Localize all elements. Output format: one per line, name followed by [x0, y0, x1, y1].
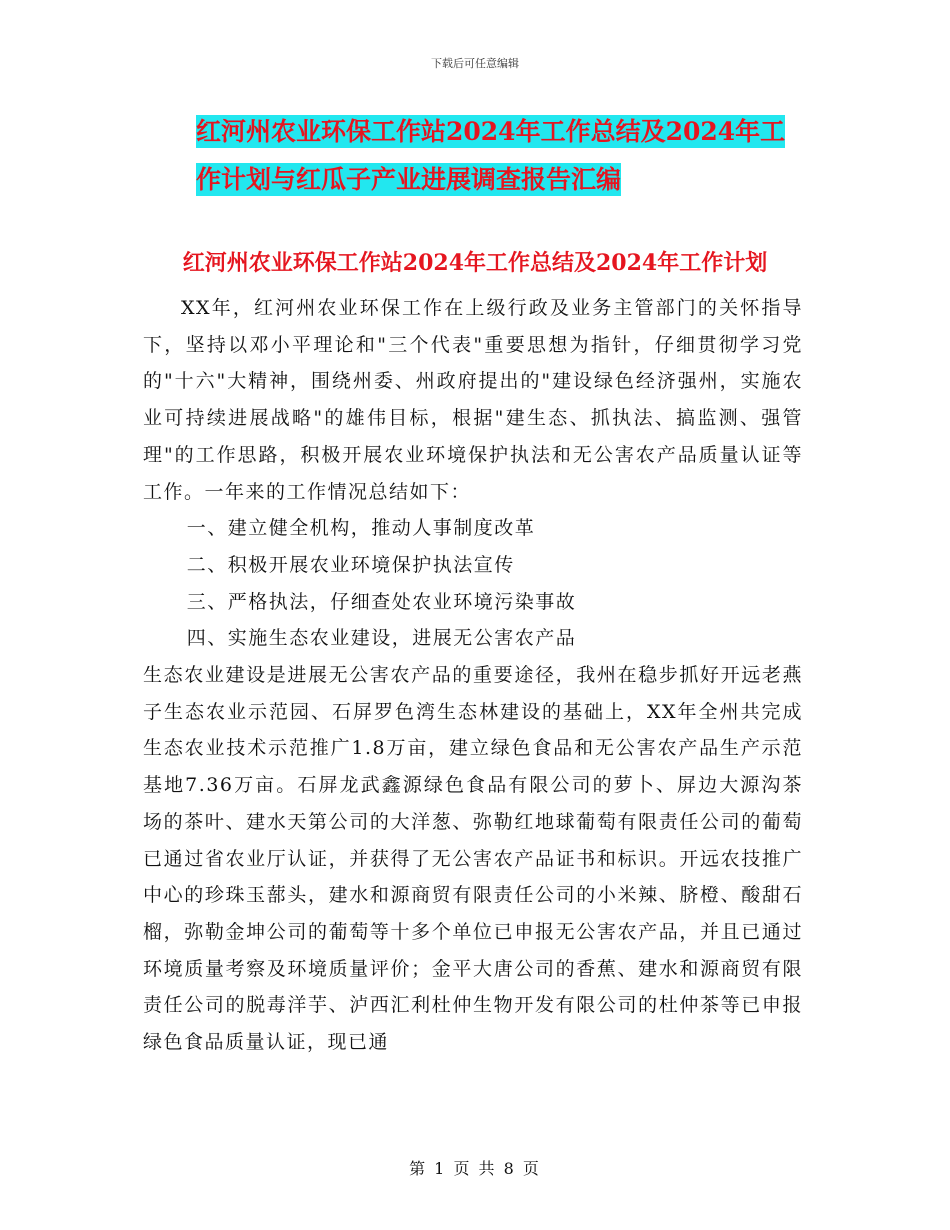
list-item: 二、积极开展农业环境保护执法宣传: [186, 553, 515, 576]
list-item: 三、严格执法，仔细查处农业环境污染事故: [186, 590, 577, 613]
header-note: 下载后可任意编辑: [431, 57, 519, 70]
intro-paragraph: XX年，红河州农业环保工作在上级行政及业务主管部门的关怀指导下，坚持以邓小平理论和"三个代表"重要思想为指针，仔细贯彻学习党的"十六"大精神，围绕州委、州政府提出的"建设绿色经济强州，实施农业可持续进展战略"的雄伟目标，根据"建生态、抓执法、搞监测、强管理"的工作思路，积极开展农业环境保护执法和无公害农产品质量认证等工作。一年来的工作情况总结如下：: [143, 297, 803, 503]
list-item: 四、实施生态农业建设，进展无公害农产品: [186, 627, 577, 650]
section-title: 红河州农业环保工作站2024年工作总结及2024年工作计划: [182, 250, 768, 276]
list-item: 一、建立健全机构，推动人事制度改革: [186, 517, 536, 540]
main-title-line1: 红河州农业环保工作站2024年工作总结及2024年工: [196, 117, 786, 146]
main-title: [196, 108, 806, 204]
main-title-line2: 作计划与红瓜子产业进展调查报告汇编: [196, 165, 622, 194]
page-footer: 第 1 页 共 8 页: [409, 1159, 541, 1178]
body-paragraph: 生态农业建设是进展无公害农产品的重要途径，我州在稳步抓好开远老燕子生态农业示范园、石屏罗色湾生态林建设的基础上，XX年全州共完成生态农业技术示范推广1.8万亩，建立绿色食品和无公害农产品生产示范基地7.36万亩。石屏龙武鑫源绿色食品有限公司的萝卜、屏边大源沟茶场的茶叶、建水天第公司的大洋葱、弥勒红地球葡萄有限责任公司的葡萄已通过省农业厅认证，并获得了无公害农产品证书和标识。开远农技推广中心的珍珠玉蔀头，建水和源商贸有限责任公司的小米辣、脐橙、酸甜石榴，弥勒金坤公司的葡萄等十多个单位已申报无公害农产品，并且已通过环境质量考察及环境质量评价；金平大唐公司的香蕉、建水和源商贸有限责任公司的脱毒洋芋、泸西汇利杜仲生物开发有限公司的杜仲茶等已申报绿色食品质量认证，现已通: [143, 664, 803, 1054]
document-body: [143, 290, 803, 1061]
